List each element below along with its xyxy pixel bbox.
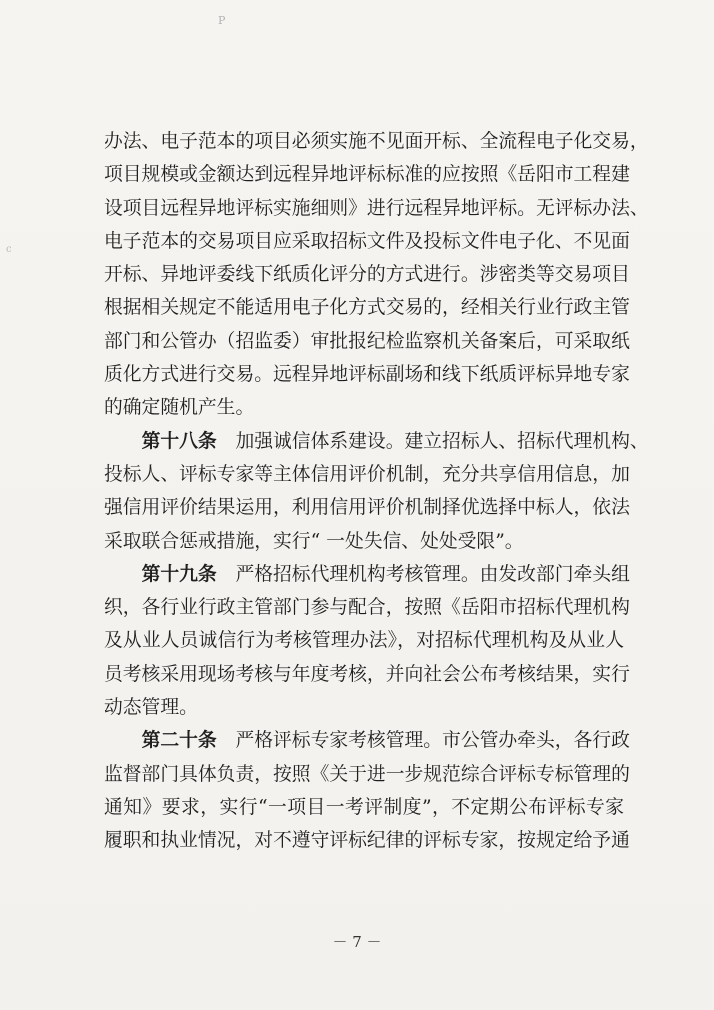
- text-line: 电子范本的交易项目应采取招标文件及投标文件电子化、不见面: [104, 230, 630, 252]
- margin-mark: c: [6, 244, 12, 255]
- article-18: [104, 425, 649, 558]
- text-line: 通知》要求，实行“一项目一考评制度”，不定期公布评标专家: [104, 796, 624, 818]
- text-line: 及从业人员诚信行为考核管理办法》，对招标代理机构及从业人: [104, 630, 624, 652]
- text-line: 开标、异地评委线下纸质化评分的方式进行。涉密类等交易项目: [104, 264, 630, 286]
- text-line: 员考核采用现场考核与年度考核，并向社会公布考核结果，实行: [104, 663, 630, 685]
- text-line: 部门和公管办（招监委）审批报纪检监察机关备案后，可采取纸: [104, 330, 630, 352]
- article-heading: 第十八条: [141, 429, 217, 452]
- paragraph-continuation: [104, 125, 649, 425]
- text-line: 设项目远程异地评标实施细则》进行远程异地评标。无评标办法、: [104, 197, 649, 219]
- article-heading: 第十九条: [141, 562, 217, 585]
- text-line: 根据相关规定不能适用电子化方式交易的，经相关行业行政主管: [104, 297, 630, 319]
- text-line: [104, 425, 649, 458]
- article-text: 严格评标专家考核管理。市公管办牵头，各行政: [235, 730, 630, 752]
- text-line: 监督部门具体负责，按照《关于进一步规范综合评标专标管理的: [104, 763, 630, 785]
- text-line: 的确定随机产生。: [104, 397, 255, 419]
- text-line: [104, 724, 630, 757]
- text-line: 动态管理。: [104, 697, 198, 719]
- text-line: 项目规模或金额达到远程异地评标标准的应按照《岳阳市工程建: [104, 164, 630, 186]
- text-line: 办法、电子范本的项目必须实施不见面开标、全流程电子化交易，: [104, 131, 649, 152]
- article-20: [104, 724, 630, 857]
- text-line: 投标人、评标专家等主体信用评价机制，充分共享信用信息，加: [104, 463, 630, 485]
- text-line: 质化方式进行交易。远程异地评标副场和线下纸质评标异地专家: [104, 364, 630, 386]
- body-text: [104, 125, 649, 858]
- text-line: 采取联合惩戒措施，实行“ 一处失信、处处受限”。: [104, 530, 524, 552]
- text-line: 履职和执业情况，对不遵守评标纪律的评标专家，按规定给予通: [104, 830, 630, 852]
- text-line: [104, 558, 630, 591]
- article-text: 加强诚信体系建设。建立招标人、招标代理机构、: [235, 430, 649, 452]
- article-19: [104, 558, 630, 724]
- page-number: － 7 －: [332, 933, 382, 951]
- text-line: 强信用评价结果运用，利用信用评价机制择优选择中标人，依法: [104, 497, 630, 519]
- text-line: 织，各行业行政主管部门参与配合，按照《岳阳市招标代理机构: [104, 597, 630, 619]
- corner-mark: P: [218, 14, 226, 27]
- article-heading: 第二十条: [141, 729, 217, 752]
- article-text: 严格招标代理机构考核管理。由发改部门牵头组: [235, 563, 630, 585]
